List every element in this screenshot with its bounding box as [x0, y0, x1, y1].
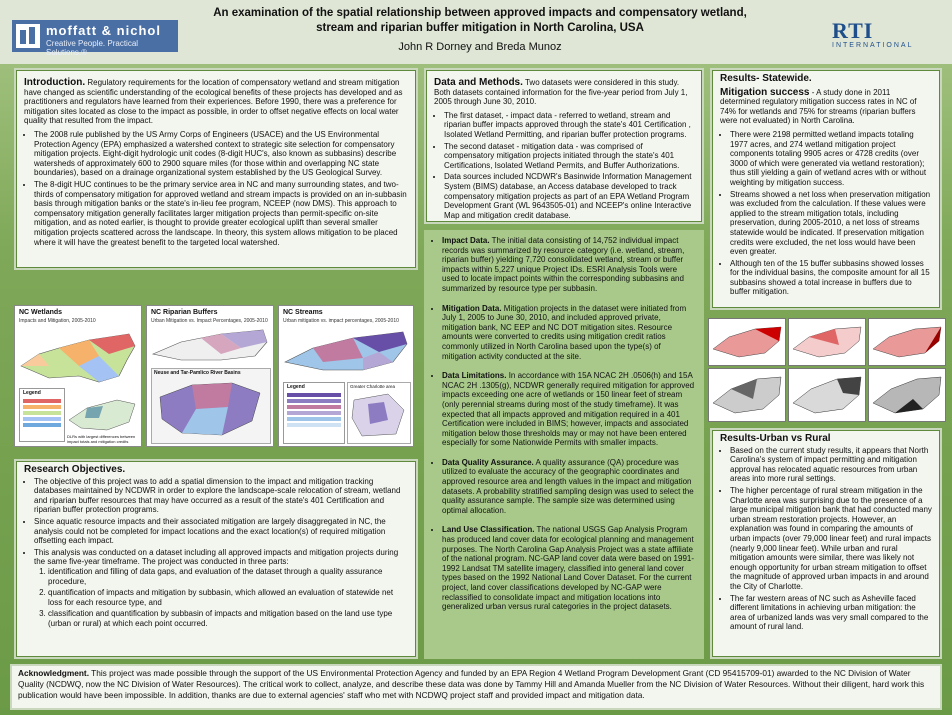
acknowledgment-panel [10, 664, 942, 710]
thumbnail-map [788, 368, 866, 422]
statewide-bullet: • Streams showed a net loss when preservation mitigation was excluded from the calculation. If these values were applied to the stream mitigation totals, including preservation, during 2005-2010, a net loss of streams statewide would be indicated. If preservation mitigation credits were excluded, the net loss would have been even greater. [730, 190, 932, 257]
urban-rural-bullet: • Based on the current study results, it appears that North Carolina's system of impact permitting and mitigation approval has relocated aquatic resources from urban areas into more rural settings. [730, 446, 932, 484]
map-legend: Legend [19, 388, 65, 442]
objective-bullet: • The objective of this project was to add a spatial dimension to the impact and mitigation tracking databases maintained by NCDWR in order to explore the landscape-scale relocation of stream, wetland and riparian buffer resources that may have occurred as a result of the state's 401 Certification and riparian buffer protection programs. [34, 477, 408, 515]
urban-rural-bullet: • The far western areas of NC such as Asheville faced different limitations in achieving urban mitigation: the area of urbanized lands was very small compared to the amount of rural land. [730, 594, 932, 632]
thumbnail-map [788, 318, 866, 366]
poster-authors: John R Dorney and Breda Munoz [398, 41, 562, 53]
charlotte-inset: Greater Charlotte area [347, 382, 411, 444]
method-item: • Land Use Classification. The national USGS Gap Analysis Program has produced land cover data for ecological planning and management purposes. The North Carolina Gap Analysis Project was a state affiliate of the national program. NC-GAP land cover data were based on 1991-1992 Landsat TM satellite imagery, classified into general land cover types based on the 1992 National Land Cover Dataset. For the current project, land cover classifications developed by NC-GAP were reclassified to consolidate impact and mitigation locations into generalized urban versus rural categories in the project datasets. [442, 525, 696, 611]
results-statewide-panel: Results- Statewide. Mitigation success - A study done in 2011 determined regulatory mitigation success rates in NC of 74% for wetlands and 75% for streams (riparian buffers were not evaluated) in North Carolina. • There were 2198 permitted wetland impacts totaling 1977 acres, and 274 wetland mitigation project components totaling 9905 acres or 4728 credits (over 3000 of which were generated via wetland restoration); thus still yielding a gain of wetland acres with or without weighting by mitigation success. • Streams showed a net loss when preservation mitigation was excluded from the calculation. If these values were applied to the stream mitigation totals, including preservation, during 2005-2010, a net loss of streams statewide would be indicated. If preservation mitigation credits were excluded, the net loss would have been even greater. • Although ten of the 15 buffer subbasins showed losses for the individual basins, the composite amount for all 15 subbasins showed a total increase in buffers due to buffer mitigation. [710, 68, 942, 310]
nc-wetlands-map: NC Wetlands Impacts and Mitigation, 2005-2010 Legend DLRs with largest differences between impact totals and mitigation credits [14, 305, 142, 447]
thumbnail-map [708, 368, 786, 422]
data-bullet: • The second dataset - mitigation data - was comprised of compensatory mitigation projects initiated through the state's 401 Certifications, Isolated Wetland Permits, and Buffer Authorizations. [444, 142, 694, 171]
river-basins-shape [152, 377, 268, 441]
objective-bullet: • This analysis was conducted on a dataset including all approved impacts and mitigation projects during the same five-year timeframe. The project was conducted in three parts: 1. identification and filling of data gaps, and evaluation of the dataset through a quality assurance procedure, 2. quantification of impacts and mitigation by subbasin, which allowed an evaluation of statewide net loss for each resource type, and 3. classification and quantification by subbasin of impacts and mitigation based on the land use type (urban or rural) at which each point occurred. [34, 548, 408, 629]
results-urban-rural-panel [710, 428, 942, 659]
neuse-tar-pamlico-inset: Neuse and Tar-Pamlico River Basins [151, 368, 271, 444]
method-item: • Data Limitations. In accordance with 15A NCAC 2H .0506(h) and 15A NCAC 2H .1305(g), NCDWR generally required mitigation for approved impacts exceeding one acre of wetlands or 150 linear feet of stream (only perennial streams during most of the study timeframe). It was expected that all impacts approved and mitigation required in a 401 Certification were included in BIMS; however, impacts and associated mitigation below those thresholds may or may not have been entered especially for some Nationwide Permits with smaller impacts. [442, 371, 696, 448]
rti-logo: RTI INTERNATIONAL [832, 18, 914, 49]
moffatt-nichol-logo: moffatt & nichol Creative People. Practical Solutions.® [12, 20, 178, 52]
thumbnail-map [868, 318, 946, 366]
statewide-bullet: • Although ten of the 15 buffer subbasins showed losses for the individual basins, the composite amount for all 15 subbasins showed a total increase in buffers due to buffer mitigation. [730, 259, 932, 297]
introduction-panel [14, 68, 418, 270]
thumbnail-map [868, 368, 946, 422]
intro-bullet: • The 2008 rule published by the US Army Corps of Engineers (USACE) and the US Environmental Protection Agency (EPA) emphasized a watershed context to strategic site selection for compensatory mitigation projects. Eight-digit hydrologic unit codes (8-digit HUC's, also known as subbasins) describe watersheds of approximately 600 to 2900 square miles (for those within and overlapping NC state boundaries), based on a drainage organizational system established by the US Geological Survey. [34, 130, 408, 178]
acknowledgment-text: This project was made possible through the support of the US Environmental Protection Agency and funded by an EPA Region 4 Wetland Program Development Grant (CD 95415709-01) awarded to the NC Division of Water Quality (NCDWQ, now the NC Division of Water Resources). The critical work to collect, analyze, and describe these data was done by Tammy Hill and Amanda Mueller from the NC Division of Water Resources. Without their diligent, hard work this publication would have been impossible. In addition, thanks are due to external agencies' staff who met with NCDWQ project staff and provided impact and mitigation data. [18, 668, 925, 700]
method-item: • Data Quality Assurance. A quality assurance (QA) procedure was utilized to evaluate the accuracy of the geographic coordinates and approved resource area and length values in the impact and mitigation datasets. A probability stratified sampling design was used to select the quality assurance sample. The sample size was determined using optimal allocation. [442, 458, 696, 516]
statewide-bullet: • There were 2198 permitted wetland impacts totaling 1977 acres, and 274 wetland mitigation project components totaling 9905 acres or 4728 credits (over 3000 of which were generated via wetland restoration); thus still yielding a gain of wetland acres with or without weighting by mitigation success. [730, 130, 932, 188]
nc-state-shape [283, 328, 409, 374]
nc-buffers-map: NC Riparian Buffers Urban Mitigation vs. Impact Percentages, 2005-2010 Neuse and Tar-Pamlico River Basins [146, 305, 274, 447]
data-methods-panel: Data and Methods. Two datasets were considered in this study. Both datasets contained information for the five-year period from July 1, 2005 through June 30, 2010. • The first dataset, - impact data - referred to wetland, stream and riparian buffer impacts approved through the state's 401 Certification , Isolated Wetland Permitting, and riparian buffer protection programs. • The second dataset - mitigation data - was comprised of compensatory mitigation projects initiated through the state's 401 Certifications, Isolated Wetland Permits, and Buffer Authorizations. • Data sources included NCDWR's Basinwide Information Management System (BIMS) database, an Access database developed to track compensatory mitigation projects as part of an EPA Wetland Program Development Grant (WL 9643505-01) and NCEEP's online Interactive Map and mitigation credit database. [424, 68, 704, 224]
nc-streams-map: NC Streams Urban mitigation vs. impact percentages, 2005-2010 Legend Greater Charlotte area [278, 305, 414, 447]
poster-header [0, 0, 952, 64]
urban-rural-bullet: • The higher percentage of rural stream mitigation in the Charlotte area was surprising due to the presence of a large municipal mitigation bank that had conducted many urban stream restoration projects. However, an explanation was found in comparing the amounts of urban impacts (over 79,000 linear feet) and rural impacts (nearly 9,000 linear feet). While urban and rural mitigation amounts were similar, there was likely not enough opportunity for urban stream mitigation to offset the magnitude of approved urban impacts in and around the City of Charlotte. [730, 486, 932, 592]
objectives-heading: Research Objectives. [24, 464, 126, 475]
methods-detail-panel [424, 230, 704, 659]
poster-title: An examination of the spatial relationship between approved impacts and compensatory wetland, stream and riparian buffer mitigation in North Carolina, USA [213, 7, 747, 34]
intro-bullet: • The 8-digit HUC continues to be the primary service area in NC and many surrounding states, and two-thirds of compensatory mitigation for approved wetland and stream impacts is provided on an in-subbasin basis through mitigation banks or the state's in-lieu fee program, NCEEP (now DMS). This approach to compensatory mitigation generally facilitates larger mitigation projects than permit-specific on-site mitigation, and as noted earlier, is thought to provide greater ecological uplift than several smaller mitigation projects scattered across the landscape. In theory, this system allows mitigation to be placed where it will have the greatest benefit to the targeted local watershed. [34, 180, 408, 247]
method-item: • Impact Data. The initial data consisting of 14,752 individual impact records was summarized by resource category (i.e. wetland, stream, riparian buffer) yielding 7,720 consolidated wetland, stream or buffer impacts within 5,227 unique Project IDs. ESRI Analysis Tools were used to locate impact points within the corresponding subbasins and summarized by resource type per subbasin. [442, 236, 696, 294]
nc-state-shape [151, 326, 269, 364]
research-objectives-panel [14, 459, 418, 659]
charlotte-shape [348, 390, 408, 440]
objective-bullet: • Since aquatic resource impacts and their associated mitigation are largely disaggregated in NC, the analysis could not be completed for impact locations and the exact location(s) of required mitigation offsetting each impact. [34, 517, 408, 546]
nc-state-shape [19, 326, 137, 388]
urban-rural-heading: Results-Urban vs Rural [720, 433, 831, 444]
objective-step: 1. identification and filling of data gaps, and evaluation of the dataset through a quality assurance procedure, [48, 567, 408, 586]
introduction-heading: Introduction. [24, 77, 86, 88]
mitigation-success-label: Mitigation success [720, 86, 810, 98]
map-legend: Legend [283, 382, 345, 444]
data-methods-heading: Data and Methods. [434, 77, 523, 88]
nc-inset-map [67, 394, 137, 434]
statewide-heading: Results- Statewide. [720, 73, 812, 84]
thumbnail-map [708, 318, 786, 366]
acknowledgment-label: Acknowledgment. [18, 668, 89, 678]
introduction-text: Regulatory requirements for the location of compensatory wetland and stream mitigation have changed as scientific understanding of the ecological benefits of these projects has developed and as practitioners and regulators have learned from their experiences. Before 1990, there was a preference for mitigation sites located as close to the impact as possible, in order to offset negative effects on local water quality that resulted from the impact. [24, 78, 403, 126]
data-bullet: • Data sources included NCDWR's Basinwide Information Management System (BIMS) database, an Access database developed to track compensatory mitigation projects as part of an EPA Wetland Program Development Grant (WL 9643505-01) and NCEEP's online Interactive Map and mitigation credit database. [444, 172, 694, 220]
data-bullet: • The first dataset, - impact data - referred to wetland, stream and riparian buffer impacts approved through the state's 401 Certification , Isolated Wetland Permitting, and riparian buffer protection programs. [444, 111, 694, 140]
method-item: • Mitigation Data. Mitigation projects in the dataset were initiated from July 1, 2005 to June 30, 2010, and included approved private, mitigation bank, NC EEP and NC DOT mitigation sites. Resource amounts were converted to credits using mitigation credit ratios commonly utilized in North Carolina based upon the type(s) of mitigation activity conducted at the site. [442, 304, 696, 362]
objective-step: 3. classification and quantification by subbasin of impacts and mitigation based on the land use type (urban or rural) at which each point occurred. [48, 609, 408, 628]
building-icon [16, 24, 40, 48]
objective-step: 2. quantification of impacts and mitigation by subbasin, which allowed an evaluation of statewide net loss for each resource type, and [48, 588, 408, 607]
